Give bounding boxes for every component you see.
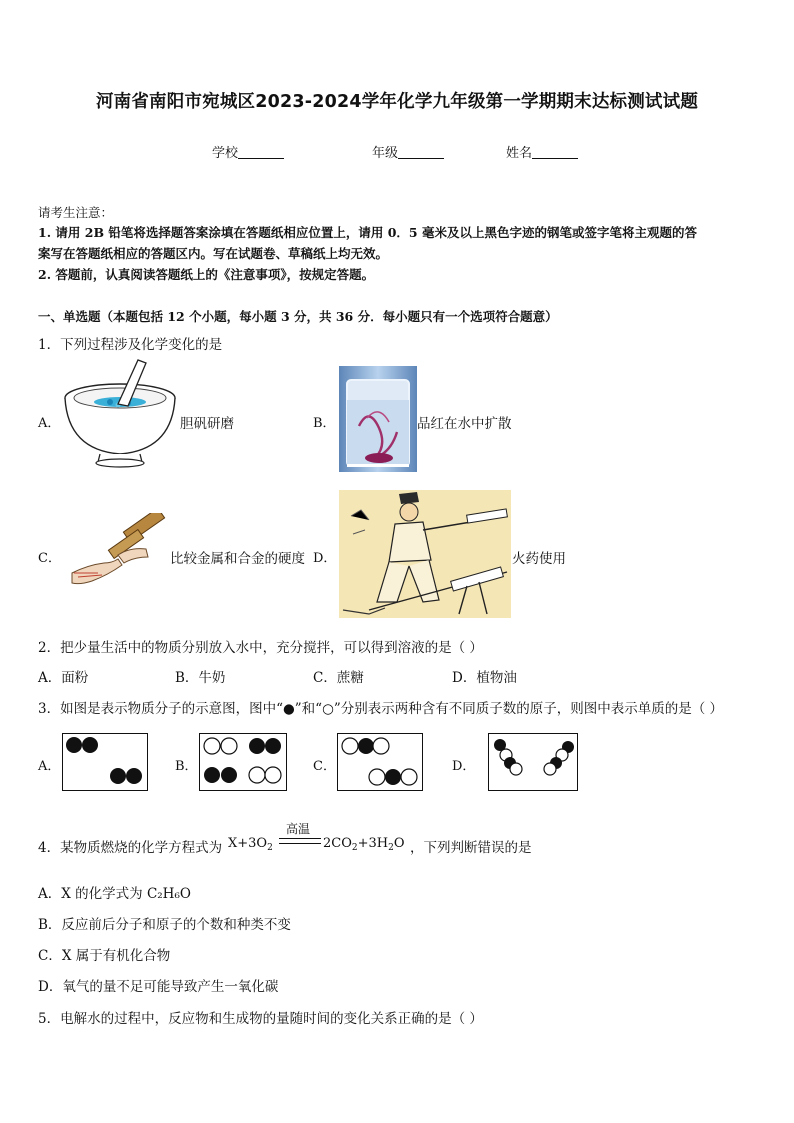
q1-option-c-letter: C． — [38, 551, 61, 566]
q4-option-a: A．X 的化学式为 C₂H₆O — [38, 886, 191, 902]
name-label: 姓名 — [506, 146, 533, 161]
q3-option-a-letter: A． — [38, 759, 61, 774]
beaker-image — [339, 366, 417, 472]
q4-option-b: B．反应前后分子和原子的个数和种类不变 — [38, 917, 291, 933]
q4-stem-prefix: 4．某物质燃烧的化学方程式为 — [38, 840, 223, 856]
q4-equals-sign — [279, 838, 321, 844]
page-title: 河南省南阳市宛城区2023-2024学年化学九年级第一学期期末达标测试试题 — [95, 92, 699, 112]
mortar-image — [62, 358, 178, 470]
molecule-diagram-c — [337, 733, 423, 791]
q2-option-a: A．面粉 — [38, 670, 89, 686]
molecule-diagram-b — [199, 733, 287, 791]
grade-label: 年级 — [372, 146, 399, 161]
q1-stem: 1．下列过程涉及化学变化的是 — [38, 337, 223, 353]
q3-stem: 3．如图是表示物质分子的示意图，图中“●”和“○”分别表示两种含有不同质子数的原子，则图中表示单质的是（ ） — [38, 701, 724, 717]
metal-scratch-image — [68, 513, 168, 589]
q1-option-d-letter: D． — [313, 551, 337, 566]
gunpowder-image — [339, 490, 511, 618]
grade-field — [372, 142, 444, 161]
q4-stem-suffix: ，下列判断错误的是 — [410, 840, 532, 856]
q3-option-b-letter: B． — [175, 759, 198, 774]
notice-line-1b: 案写在答题纸相应的答题区内。写在试题卷、草稿纸上均无效。 — [38, 246, 389, 261]
q2-option-b: B．牛奶 — [175, 670, 226, 686]
q1-option-b-text: 品红在水中扩散 — [417, 416, 512, 432]
section-heading: 一、单选题（本题包括 12 个小题，每小题 3 分，共 36 分．每小题只有一个选项符合题意） — [38, 309, 558, 324]
q1-option-c-text: 比较金属和合金的硬度 — [170, 551, 305, 567]
q4-equation-reactants: $X+3O_2$ — [228, 836, 273, 853]
q4-reaction-condition: 高温 — [286, 822, 311, 836]
q4-equation-products: $2CO_2+3H_2O$ — [323, 836, 405, 853]
q4-option-d: D．氧气的量不足可能导致产生一氧化碳 — [38, 979, 279, 995]
name-field — [506, 142, 578, 161]
q1-option-a-text: 胆矾研磨 — [180, 416, 234, 432]
q1-option-d-text: 火药使用 — [512, 551, 566, 567]
name-blank — [532, 145, 578, 159]
notice-heading: 请考生注意： — [38, 205, 114, 220]
q2-option-c: C．蔗糖 — [313, 670, 364, 686]
grade-blank — [398, 145, 444, 159]
school-field — [212, 142, 284, 161]
school-label: 学校 — [212, 146, 239, 161]
q5-stem: 5．电解水的过程中，反应物和生成物的量随时间的变化关系正确的是（ ） — [38, 1011, 483, 1027]
molecule-diagram-d — [488, 733, 578, 791]
q2-option-d: D．植物油 — [452, 670, 517, 686]
notice-line-1a: 1. 请用 2B 铅笔将选择题答案涂填在答题纸相应位置上，请用 0．5 毫米及以上黑色字迹的钢笔或签字笔将主观题的答 — [38, 225, 697, 240]
q3-option-c-letter: C． — [313, 759, 336, 774]
q2-stem: 2．把少量生活中的物质分别放入水中，充分搅拌，可以得到溶液的是（ ） — [38, 640, 483, 656]
q3-option-d-letter: D． — [452, 759, 476, 774]
q4-option-c: C．X 属于有机化合物 — [38, 948, 171, 964]
notice-line-2: 2. 答题前，认真阅读答题纸上的《注意事项》，按规定答题。 — [38, 267, 375, 282]
q1-option-b-letter: B． — [313, 416, 336, 431]
school-blank — [238, 145, 284, 159]
molecule-diagram-a — [62, 733, 148, 791]
q1-option-a-letter: A． — [38, 416, 61, 431]
